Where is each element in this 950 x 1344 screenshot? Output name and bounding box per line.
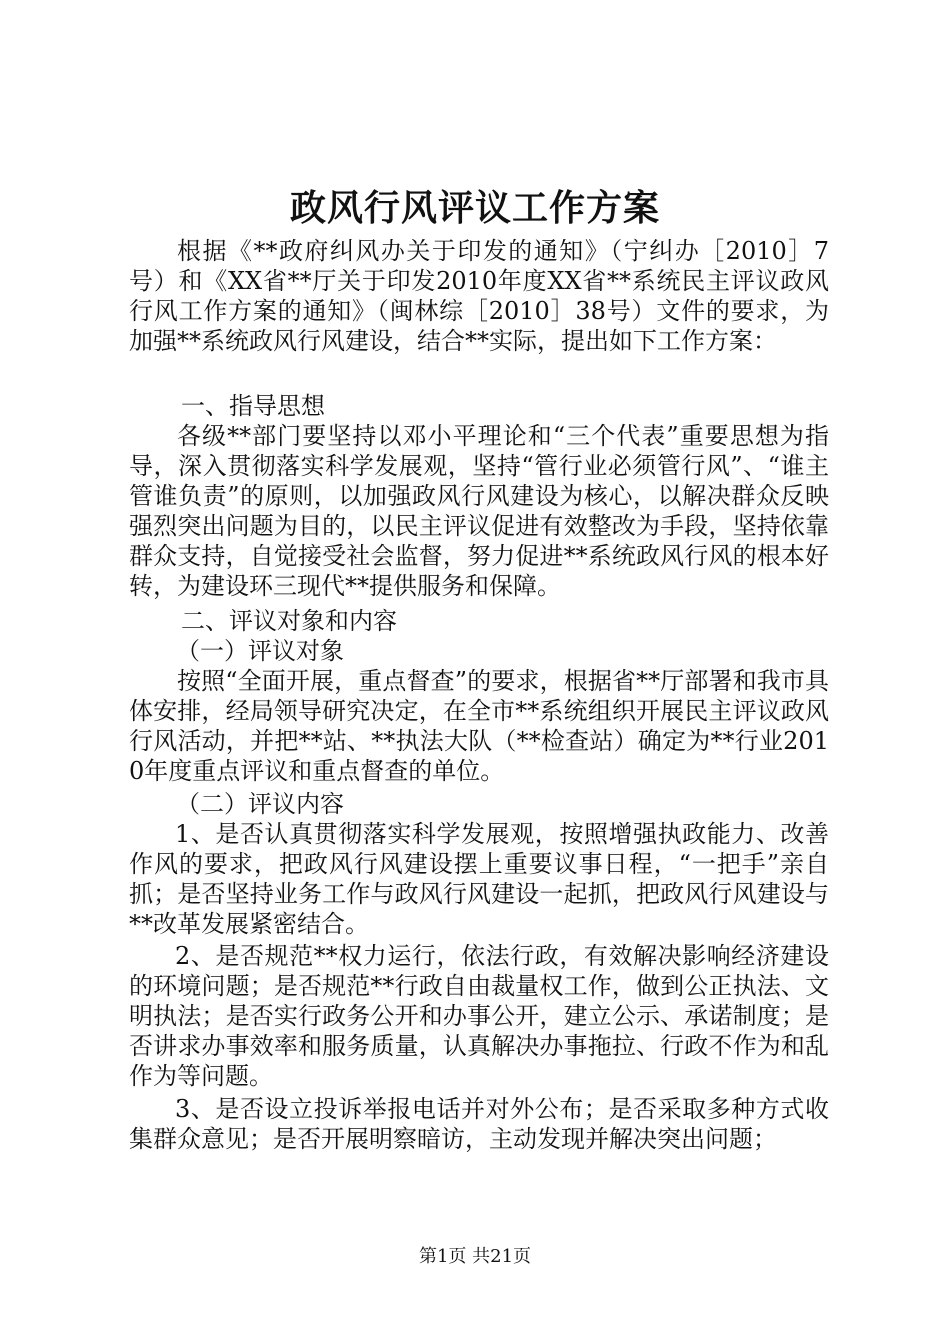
page-footer: 第1页 共21页 — [418, 1246, 532, 1267]
list-item-2: 2、是否规范**权力运行，依法行政，有效解决影响经济建设的环境问题；是否规范**行政自由裁量权工作，做到公正执法、文明执法；是否实行政务公开和办事公开，建立公示、承诺制度；是否讲求办事效率和服务质量，认真解决办事拖拉、行政不作为和乱作为等问题。 — [129, 942, 829, 1090]
intro-paragraph: 根据《**政府纠风办关于印发的通知》（宁纠办［2010］7号）和《XX省**厅关于印发2010年度XX省**系统民主评议政风行风工作方案的通知》（闽林综［2010］38号）文件的要求，为加强**系统政风行风建设，结合**实际，提出如下工作方案： — [129, 237, 829, 355]
section-1-body: 各级**部门要坚持以邓小平理论和“三个代表”重要思想为指导，深入贯彻落实科学发展观，坚持“管行业必须管行风”、“谁主管谁负责”的原则，以加强政风行风建设为核心，以解决群众反映强烈突出问题为目的，以民主评议促进有效整改为手段，坚持依靠群众支持，自觉接受社会监督，努力促进**系统政风行风的根本好转，为建设环三现代**提供服务和保障。 — [129, 422, 829, 600]
section-2-sub-1-body: 按照“全面开展，重点督查”的要求，根据省**厅部署和我市具体安排，经局领导研究决定，在全市**系统组织开展民主评议政风行风活动，并把**站、**执法大队（**检查站）确定为**行业2010年度重点评议和重点督查的单位。 — [129, 667, 829, 785]
section-2-sub-1-heading: （一）评议对象 — [176, 637, 344, 665]
document-title: 政风行风评议工作方案 — [289, 187, 660, 229]
list-item-3: 3、是否设立投诉举报电话并对外公布；是否采取多种方式收集群众意见；是否开展明察暗访，主动发现并解决突出问题； — [129, 1095, 829, 1153]
section-1-heading: 一、指导思想 — [181, 392, 325, 420]
section-2-sub-2-heading: （二）评议内容 — [176, 790, 344, 818]
section-2-heading: 二、评议对象和内容 — [181, 607, 397, 635]
list-item-1: 1、是否认真贯彻落实科学发展观，按照增强执政能力、改善作风的要求，把政风行风建设摆上重要议事日程，“一把手”亲自抓；是否坚持业务工作与政风行风建设一起抓，把政风行风建设与**改革发展紧密结合。 — [129, 820, 829, 938]
